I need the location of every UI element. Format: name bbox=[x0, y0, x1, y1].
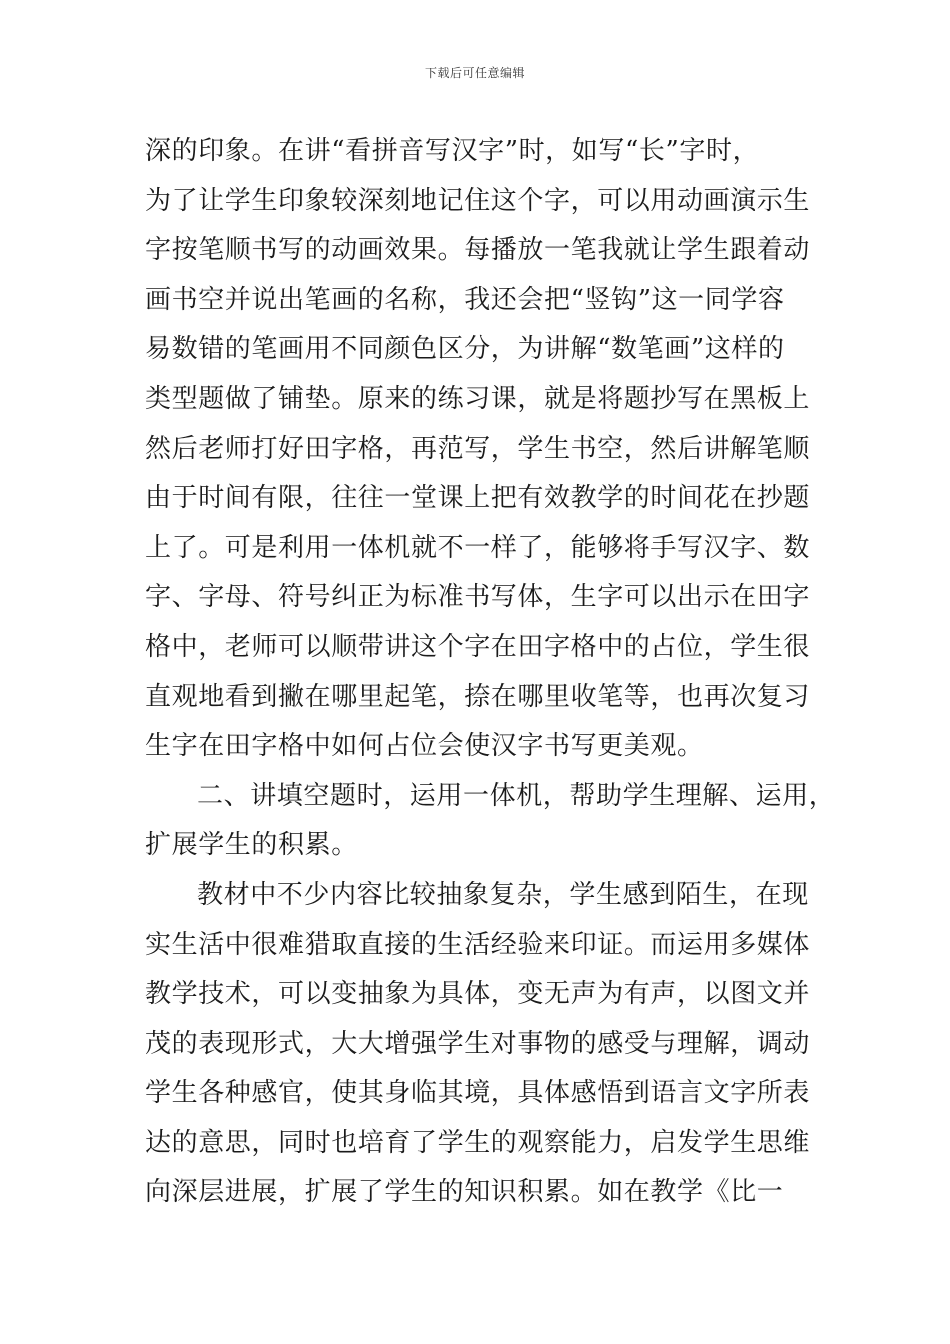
text-line: 学生各种感官，使其身临其境，具体感悟到语言文字所表 bbox=[145, 1078, 811, 1109]
text-line: 生字在田字格中如何占位会使汉字书写更美观。 bbox=[145, 731, 704, 762]
text-line: 易数错的笔画用不同颜色区分，为讲解“数笔画”这样的 bbox=[145, 334, 785, 365]
text-line: 由于时间有限，往往一堂课上把有效教学的时间花在抄题 bbox=[145, 483, 811, 514]
text-line: 深的印象。在讲“看拼音写汉字”时，如写“长”字时， bbox=[145, 136, 760, 166]
text-line: 教学技术，可以变抽象为具体，变无声为有声，以图文并 bbox=[145, 979, 811, 1010]
text-line: 类型题做了铺垫。原来的练习课，就是将题抄写在黑板上 bbox=[145, 383, 811, 414]
text-line: 为了让学生印象较深刻地记住这个字，可以用动画演示生 bbox=[145, 185, 811, 216]
text-line: 直观地看到撇在哪里起笔，捺在哪里收笔等，也再次复习 bbox=[145, 681, 811, 712]
section-heading-line: 二、讲填空题时，运用一体机，帮助学生理解、运用， bbox=[197, 780, 836, 811]
text-line: 实生活中很难猎取直接的生活经验来印证。而运用多媒体 bbox=[145, 929, 811, 960]
text-line: 向深层进展，扩展了学生的知识积累。如在教学《比一 bbox=[145, 1177, 784, 1208]
section-heading-line: 扩展学生的积累。 bbox=[145, 830, 358, 861]
text-line: 字按笔顺书写的动画效果。每播放一笔我就让学生跟着动 bbox=[145, 235, 811, 266]
text-line: 字、字母、符号纠正为标准书写体，生字可以出示在田字 bbox=[145, 582, 811, 613]
paragraph-start-line: 教材中不少内容比较抽象复杂，学生感到陌生，在现 bbox=[197, 879, 809, 910]
text-line: 格中，老师可以顺带讲这个字在田字格中的占位，学生很 bbox=[145, 631, 811, 662]
text-line: 然后老师打好田字格，再范写，学生书空，然后讲解笔顺 bbox=[145, 433, 811, 464]
document-body bbox=[145, 127, 836, 1218]
text-line: 茂的表现形式，大大增强学生对事物的感受与理解，调动 bbox=[145, 1028, 811, 1059]
text-line: 上了。可是利用一体机就不一样了，能够将手写汉字、数 bbox=[145, 532, 811, 563]
text-line: 画书空并说出笔画的名称，我还会把“竖钩”这一同学容 bbox=[145, 284, 785, 315]
text-line: 达的意思，同时也培育了学生的观察能力，启发学生思维 bbox=[145, 1127, 811, 1158]
page-header: 下载后可任意编辑 bbox=[424, 66, 525, 80]
